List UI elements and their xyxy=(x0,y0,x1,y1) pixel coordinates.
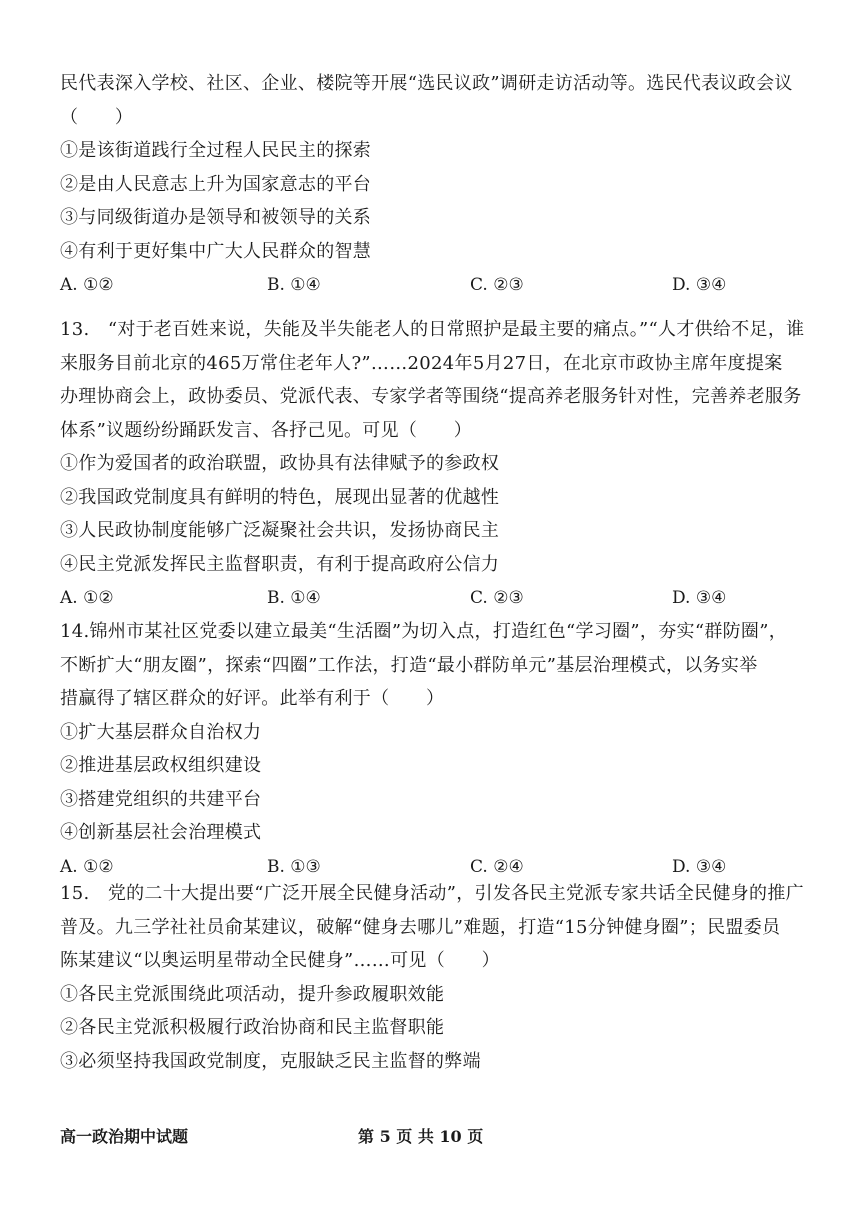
option-a: A. ①② xyxy=(60,856,114,877)
option-b: B. ①③ xyxy=(267,856,321,877)
question-stem-line: 13. “对于老百姓来说，失能及半失能老人的日常照护是最主要的痛点。”“人才供给不足，谁 xyxy=(60,319,805,340)
question-line: ④创新基层社会治理模式 xyxy=(60,822,262,843)
question-line: 不断扩大“朋友圈”，探索“四圈”工作法，打造“最小群防单元”基层治理模式，以务实举 xyxy=(60,654,758,676)
option-b: B. ①④ xyxy=(267,275,321,295)
question-line: ③人民政协制度能够广泛凝聚社会共识，发扬协商民主 xyxy=(60,520,500,541)
question-line: （ ） xyxy=(60,106,134,128)
option-a: A. ①② xyxy=(60,588,114,608)
question-line: ③搭建党组织的共建平台 xyxy=(60,788,262,810)
question-line: ④民主党派发挥民主监督职责，有利于提高政府公信力 xyxy=(60,553,500,575)
option-d: D. ③④ xyxy=(672,275,727,295)
option-d: D. ③④ xyxy=(672,588,727,608)
question-line: 来服务目前北京的465万常住老年人?”……2024年5月27日，在北京市政协主席年度提案 xyxy=(60,352,783,374)
option-c: C. ②③ xyxy=(470,275,524,295)
option-c: C. ②④ xyxy=(470,856,524,877)
question-line: ①是该街道践行全过程人民民主的探索 xyxy=(60,140,372,161)
question-line: ③必须坚持我国政党制度，克服缺乏民主监督的弊端 xyxy=(60,1050,481,1072)
question-line: ②我国政党制度具有鲜明的特色，展现出显著的优越性 xyxy=(60,486,500,508)
question-line: 办理协商会上，政协委员、党派代表、专家学者等围绕“提高养老服务针对性，完善养老服务 xyxy=(60,386,802,407)
footer-title: 高一政治期中试题 xyxy=(60,1127,189,1146)
question-line: ②各民主党派积极履行政治协商和民主监督职能 xyxy=(60,1017,445,1038)
option-a: A. ①② xyxy=(60,275,114,295)
option-d: D. ③④ xyxy=(672,856,727,877)
question-stem-line: 15. 党的二十大提出要“广泛开展全民健身活动”，引发各民主党派专家共话全民健身的推广 xyxy=(60,883,804,904)
option-b: B. ①④ xyxy=(267,588,321,608)
question-line: ④有利于更好集中广大人民群众的智慧 xyxy=(60,240,372,262)
question-line: 措赢得了辖区群众的好评。此举有利于（ ） xyxy=(60,688,445,709)
question-stem-line: 民代表深入学校、社区、企业、楼院等开展“选民议政”调研走访活动等。选民代表议政会议 xyxy=(60,73,793,94)
question-line: ①各民主党派围绕此项活动，提升参政履职效能 xyxy=(60,983,445,1005)
question-line: 普及。九三学社社员俞某建议，破解“健身去哪儿”难题，打造“15分钟健身圈”；民盟委员 xyxy=(60,916,781,938)
question-line: ②推进基层政权组织建设 xyxy=(60,755,262,776)
question-line: 体系”议题纷纷踊跃发言、各抒己见。可见（ ） xyxy=(60,419,473,441)
question-line: 陈某建议“以奥运明星带动全民健身”……可见（ ） xyxy=(60,950,500,971)
question-line: ①扩大基层群众自治权力 xyxy=(60,721,262,743)
question-stem-line: 14.锦州市某社区党委以建立最美“生活圈”为切入点，打造红色“学习圈”，夯实“群防圈”， xyxy=(60,621,788,642)
option-c: C. ②③ xyxy=(470,588,524,608)
question-line: ②是由人民意志上升为国家意志的平台 xyxy=(60,173,372,195)
footer-page-number: 第 5 页 共 10 页 xyxy=(358,1127,484,1146)
question-line: ③与同级街道办是领导和被领导的关系 xyxy=(60,207,372,228)
question-line: ①作为爱国者的政治联盟，政协具有法律赋予的参政权 xyxy=(60,453,500,474)
